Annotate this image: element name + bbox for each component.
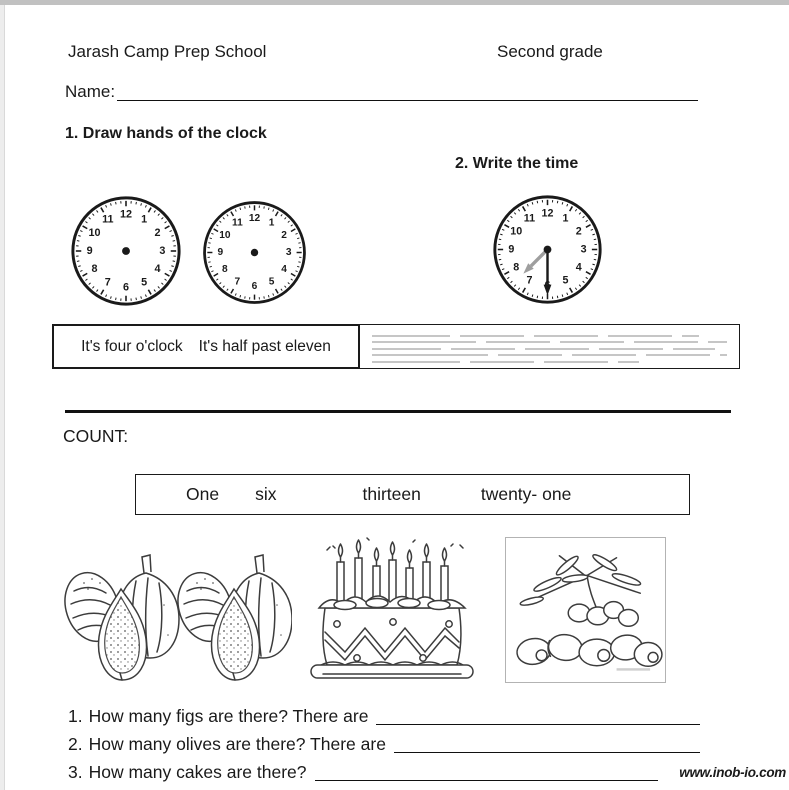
svg-text:5: 5 [141,276,148,289]
question-row-1 [68,706,700,727]
answer-blank-line [394,752,700,753]
question-text: How many olives are there? There are [88,734,386,754]
figs-image [60,545,292,685]
svg-text:4: 4 [281,264,287,276]
svg-text:3: 3 [285,247,292,258]
svg-text:11: 11 [232,217,243,229]
section1-title: 1. Draw hands of the clock [65,125,267,142]
svg-text:1: 1 [268,217,275,229]
section2-title: 2. Write the time [455,155,579,172]
svg-text:8: 8 [91,263,98,276]
svg-text:12: 12 [119,208,133,221]
question-number: 2. [68,734,83,754]
site-watermark: www.inob-io.com [679,765,786,780]
svg-text:7: 7 [104,276,111,289]
clock-face-half-past-seven [489,191,606,308]
window-top-edge [0,0,789,5]
question-row-3 [68,762,658,783]
answer-phrase-2: It's half past eleven [198,337,331,355]
svg-text:3: 3 [580,243,587,256]
writing-guide-lines-cell [360,324,740,369]
svg-text:9: 9 [217,247,224,258]
svg-text:10: 10 [219,229,231,241]
word-bank-item: One [186,484,220,504]
clock-face-blank-1 [67,192,185,310]
word-bank-item: thirteen [362,484,421,504]
question-number: 1. [68,706,83,726]
svg-text:8: 8 [222,264,228,276]
guide-line [372,361,639,363]
svg-text:2: 2 [281,229,287,241]
svg-text:6: 6 [251,281,258,293]
question-text: How many cakes are there? [88,762,307,782]
name-blank-line [117,82,698,101]
guide-line [372,341,727,343]
guide-line [372,348,715,350]
olives-image [505,537,666,683]
svg-text:1: 1 [141,213,148,226]
question-row-2 [68,734,700,755]
time-answers-table [52,324,740,369]
clock-face-blank-2 [199,197,310,308]
svg-text:2: 2 [154,226,161,239]
answer-blank-line [315,780,659,781]
svg-text:9: 9 [86,245,93,257]
svg-text:4: 4 [575,261,582,274]
svg-text:5: 5 [268,276,275,288]
word-bank-box [135,474,690,515]
svg-text:11: 11 [102,213,114,226]
name-label: Name: [65,82,116,101]
svg-text:5: 5 [562,274,569,287]
svg-text:2: 2 [575,225,582,238]
svg-text:9: 9 [508,243,515,256]
olives-credit-mark [617,668,651,670]
svg-text:4: 4 [154,263,161,276]
svg-text:12: 12 [248,212,261,224]
grade-label: Second grade [497,42,603,61]
question-text: How many figs are there? There are [88,706,369,726]
guide-line [372,335,699,337]
svg-text:7: 7 [234,276,241,288]
svg-text:11: 11 [523,212,536,225]
svg-text:10: 10 [88,226,101,239]
count-section-title: COUNT: [63,426,129,446]
section-divider-line [65,410,731,413]
name-line [65,82,698,102]
question-number: 3. [68,762,83,782]
time-answers-cell [52,324,360,369]
svg-text:10: 10 [510,225,523,238]
word-bank-item: twenty- one [480,484,572,504]
birthday-cake-image [293,536,491,684]
answer-phrase-1: It's four o'clock [81,337,183,355]
word-bank-item: six [255,484,277,504]
svg-text:3: 3 [159,245,166,257]
svg-text:1: 1 [562,212,569,225]
answer-blank-line [376,724,700,725]
svg-text:12: 12 [541,207,554,220]
school-name: Jarash Camp Prep School [68,42,267,61]
svg-text:7: 7 [526,274,533,287]
svg-text:8: 8 [513,261,520,274]
svg-text:6: 6 [122,281,130,294]
guide-line [372,354,727,356]
page-left-margin-edge [0,5,5,790]
